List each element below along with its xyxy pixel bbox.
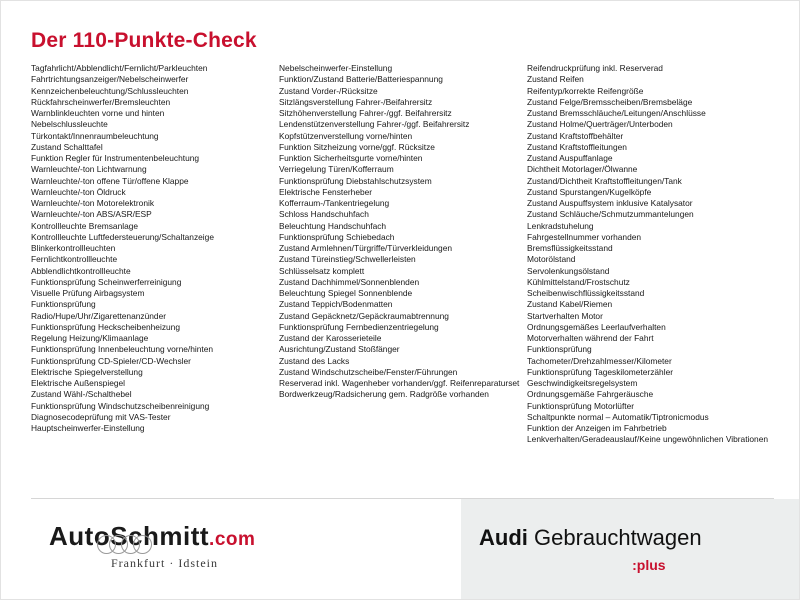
checklist-columns [31,63,776,446]
footer-dealer-area [1,499,461,599]
list-item: Zustand Armlehnen/Türgriffe/Türverkleidungen [279,243,453,253]
list-item: Schlüsselsatz komplett [279,265,365,276]
list-item: Funktionsprüfung Heckscheibenheizung [31,321,180,332]
list-item: Funktionsprüfung [527,344,592,355]
list-item: Zustand Gepäcknetz/Gepäckraumabtrennung [279,310,449,321]
list-item: Hauptscheinwerfer-Einstellung [31,423,145,433]
dealer-name-part1: Auto [49,521,111,551]
list-item: Lenkverhalten/Geradeauslauf/Keine ungewöhnlichen Vibrationen [527,434,769,445]
footer [1,499,799,599]
list-item: Zustand Schalttafel [31,141,103,152]
list-item: Zustand Dachhimmel/Sonnenblenden [279,276,420,287]
audi-brand-line [479,525,702,551]
checklist-list-1 [31,63,273,434]
list-item: Ordnungsgemäßes Leerlaufverhalten [527,321,666,332]
list-item: Zustand Kraftstoffleitungen [527,141,627,152]
list-item: Schloss Handschuhfach [279,209,369,220]
list-item: Elektrische Fensterheber [279,186,373,197]
list-item: Funktionsprüfung Fernbedienzentriegelung [279,321,439,332]
list-item: Funktionsprüfung Scheinwerferreinigung [31,276,182,287]
checklist-column-1 [31,63,279,446]
list-item: Warnblinkleuchten vorne und hinten [31,108,165,118]
list-item: Blinkerkontrollleuchten [31,243,116,253]
list-item: Startverhalten Motor [527,310,603,321]
checklist-column-2 [279,63,527,446]
list-item: Zustand der Karosserieteile [279,333,382,343]
list-item: Zustand Auspuffanlage [527,153,613,163]
list-item: Ordnungsgemäße Fahrgeräusche [527,389,654,400]
list-item: Geschwindigkeitsregelsystem [527,378,638,388]
list-item: Funktion der Anzeigen im Fahrbetrieb [527,423,667,433]
list-item: Sitzlängsverstellung Fahrer-/Beifahrersitz [279,96,433,107]
list-item: Reifendruckprüfung inkl. Reserverad [527,63,663,73]
list-item: Funktionsprüfung Windschutzscheibenreinigung [31,400,210,411]
list-item: Zustand Teppich/Bodenmatten [279,299,393,310]
list-item: Zustand Schläuche/Schmutzummantelungen [527,209,694,220]
list-item: Zustand Bremsschläuche/Leitungen/Anschlüsse [527,108,706,118]
list-item: Fahrtrichtungsanzeiger/Nebelscheinwerfer [31,74,189,85]
list-item: Elektrische Spiegelverstellung [31,366,143,377]
list-item: Warnleuchte/-ton Öldruck [31,186,126,197]
list-item: Elektrische Außenspiegel [31,378,126,388]
list-item: Tachometer/Drehzahlmesser/Kilometer [527,355,672,366]
checklist-list-3 [527,63,769,446]
list-item: Kennzeichenbeleuchtung/Schlussleuchten [31,85,189,96]
list-item: Reifentyp/korrekte Reifengröße [527,85,644,96]
list-item: Motorverhalten während der Fahrt [527,333,654,343]
dealer-name-part2: Schmitt [110,521,210,551]
list-item: Funktion/Zustand Batterie/Batteriespannung [279,74,443,85]
list-item: Zustand Vorder-/Rücksitze [279,85,378,96]
audi-plus-badge: :plus [632,557,666,573]
list-item: Nebelschlussleuchte [31,119,108,130]
dealer-domain: .com [209,529,256,550]
list-item: Zustand Türeinstieg/Schwellerleisten [279,254,416,265]
footer-brand-area [461,499,799,599]
list-item: Zustand/Dichtheit Kraftstoffleitungen/Tank [527,175,682,186]
audi-rings-icon [97,535,151,553]
list-item: Servolenkungsölstand [527,265,610,276]
dealer-location: Frankfurt · Idstein [111,556,218,570]
list-item: Warnleuchte/-ton offene Tür/offene Klappe [31,175,189,186]
list-item: Funktionsprüfung Innenbeleuchtung vorne/hinten [31,344,214,355]
dealer-logo-text [49,521,255,552]
list-item: Zustand Felge/Bremsscheiben/Bremsbeläge [527,96,693,107]
list-item: Regelung Heizung/Klimaanlage [31,333,149,343]
dealer-logo [49,521,255,571]
list-item: Diagnosecodeprüfung mit VAS-Tester [31,411,171,422]
list-item: Kühlmittelstand/Frostschutz [527,276,630,287]
list-item: Funktion Regler für Instrumentenbeleuchtung [31,153,200,163]
list-item: Rückfahrscheinwerfer/Bremsleuchten [31,96,171,107]
list-item: Funktionsprüfung Schiebedach [279,231,395,242]
checklist-column-3 [527,63,775,446]
list-item: Schaltpunkte normal – Automatik/Tiptronicmodus [527,411,709,422]
list-item: Zustand Holme/Querträger/Unterboden [527,119,673,130]
list-item: Beleuchtung Handschuhfach [279,220,387,231]
list-item: Zustand Spurstangen/Kugelköpfe [527,186,652,197]
list-item: Nebelscheinwerfer-Einstellung [279,63,393,73]
list-item: Funktionsprüfung [31,299,96,310]
page-title: Der 110-Punkte-Check [31,29,257,52]
list-item: Funktionsprüfung CD-Spieler/CD-Wechsler [31,355,191,366]
list-item: Scheibenwischflüssigkeitsstand [527,288,645,298]
list-item: Lenkradstuhelung [527,220,594,231]
list-item: Zustand Kabel/Riemen [527,299,613,310]
list-item: Türkontakt/Innenraumbeleuchtung [31,130,159,141]
list-item: Funktion Sicherheitsgurte vorne/hinten [279,153,423,163]
list-item: Bremsflüssigkeitsstand [527,243,613,253]
list-item: Ausrichtung/Zustand Stoßfänger [279,344,400,355]
list-item: Funktionsprüfung Diebstahlschutzsystem [279,175,432,186]
list-item: Zustand des Lacks [279,355,350,366]
list-item: Motorölstand [527,254,576,265]
list-item: Zustand Windschutzscheibe/Fenster/Führungen [279,366,458,377]
audi-brand-bold: Audi [479,525,528,550]
list-item: Fernlichtkontrollleuchte [31,254,118,265]
list-item: Zustand Auspuffsystem inklusive Katalysator [527,198,693,208]
list-item: Reserverad inkl. Wagenheber vorhanden/ggf. Reifenreparaturset [279,378,520,388]
list-item: Bordwerkzeug/Radsicherung gem. Radgröße vorhanden [279,389,489,400]
list-item: Radio/Hupe/Uhr/Zigarettenanzünder [31,310,167,321]
list-item: Zustand Wähl-/Schalthebel [31,389,132,400]
list-item: Zustand Reifen [527,74,584,85]
list-item: Kontrollleuchte Bremsanlage [31,220,139,231]
list-item: Abblendlichtkontrollleuchte [31,265,131,276]
list-item: Warnleuchte/-ton Lichtwarnung [31,164,147,175]
list-item: Zustand Kraftstoffbehälter [527,130,624,141]
list-item: Sitzhöhenverstellung Fahrer-/ggf. Beifahrersitz [279,108,452,118]
list-item: Fahrgestellnummer vorhanden [527,231,642,242]
list-item: Tagfahrlicht/Abblendlicht/Fernlicht/Parkleuchten [31,63,208,73]
list-item: Funktionsprüfung Motorlüfter [527,400,635,411]
list-item: Visuelle Prüfung Airbagsystem [31,288,145,298]
list-item: Warnleuchte/-ton ABS/ASR/ESP [31,209,152,220]
list-item: Lendenstützenverstellung Fahrer-/ggf. Beifahrersitz [279,119,470,130]
list-item: Beleuchtung Spiegel Sonnenblende [279,288,413,298]
list-item: Warnleuchte/-ton Motorelektronik [31,198,155,208]
list-item: Funktionsprüfung Tageskilometerzähler [527,366,674,377]
list-item: Kofferraum-/Tankentriegelung [279,198,390,208]
checklist-list-2 [279,63,521,401]
audi-brand-block [479,525,702,573]
list-item: Verriegelung Türen/Kofferraum [279,164,394,175]
list-item: Dichtheit Motorlager/Ölwanne [527,164,638,175]
list-item: Kontrollleuchte Luftfedersteuerung/Schaltanzeige [31,231,214,242]
audi-brand-rest: Gebrauchtwagen [527,525,702,550]
list-item: Funktion Sitzheizung vorne/ggf. Rücksitze [279,141,435,152]
list-item: Kopfstützenverstellung vorne/hinten [279,130,413,141]
